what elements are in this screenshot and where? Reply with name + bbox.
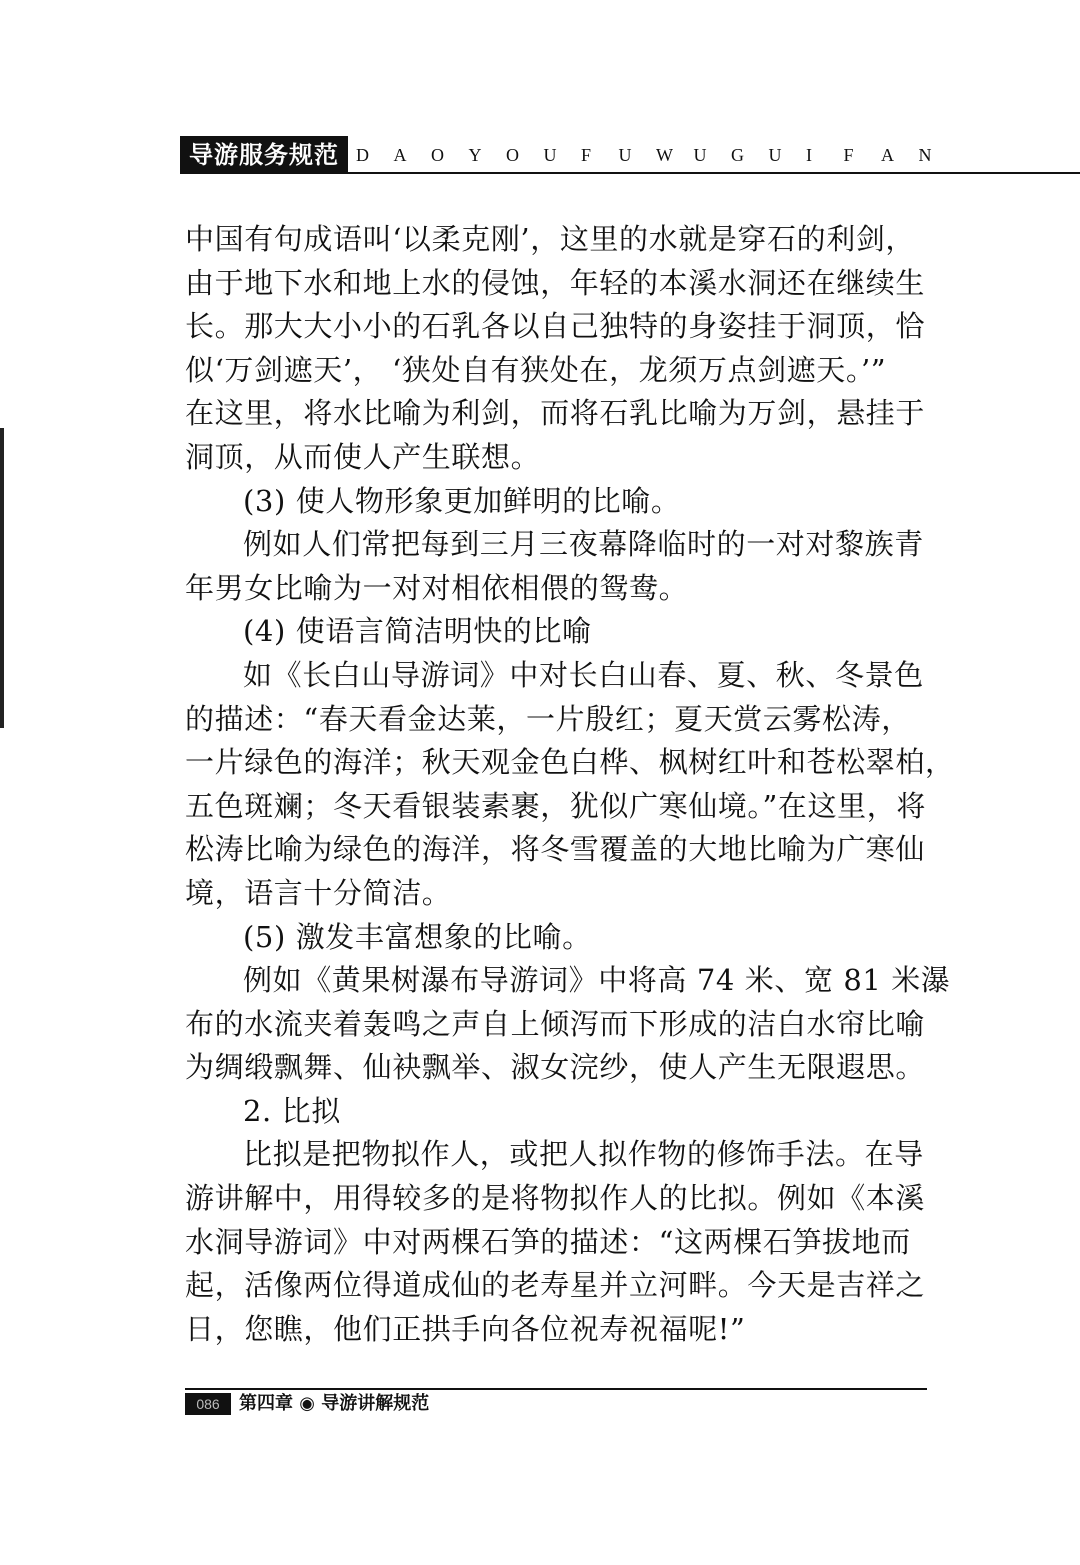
pinyin-letter: U [543, 145, 557, 165]
pinyin-letter: O [506, 145, 519, 165]
chapter-number: 第四章 [239, 1393, 293, 1414]
pinyin-letter: D [356, 145, 369, 165]
bullet-icon: ◉ [299, 1393, 315, 1414]
text-line: 年男女比喻为一对对相依相偎的鸳鸯。 [185, 570, 689, 605]
pinyin-letter: O [431, 145, 444, 165]
text-line: 松涛比喻为绿色的海洋，将冬雪覆盖的大地比喻为广寒仙 [185, 832, 926, 867]
pinyin-letter: G [731, 145, 744, 165]
header-pinyin [356, 136, 956, 174]
footer-rule [185, 1388, 927, 1390]
pinyin-letter: W [656, 145, 673, 165]
pinyin-letter: U [693, 145, 707, 165]
running-header [180, 136, 932, 176]
body-text [185, 218, 955, 1351]
text-line: 的描述：“春天看金达莱，一片殷红；夏天赏云雾松涛， [185, 701, 911, 736]
text-line: 五色斑斓；冬天看银装素裹，犹似广寒仙境。”在这里，将 [185, 788, 926, 823]
text-line: 例如《黄果树瀑布导游词》中将高 74 米、宽 81 米瀑 [243, 963, 951, 998]
text-line: 水洞导游词》中对两棵石笋的描述：“这两棵石笋拔地而 [185, 1224, 911, 1259]
text-line: 似‘万剑遮天’， ‘狭处自有狭处在，龙须万点剑遮天。’” [185, 352, 887, 387]
subheading: (4) 使语言简洁明快的比喻 [243, 614, 592, 649]
text-line: 一片绿色的海洋；秋天观金色白桦、枫树红叶和苍松翠柏， [185, 745, 955, 780]
text-line: 为绸缎飘舞、仙袂飘举、淑女浣纱，使人产生无限遐思。 [185, 1050, 926, 1085]
header-title: 导游服务规范 [180, 136, 348, 174]
subheading: (3) 使人物形象更加鲜明的比喻。 [243, 483, 681, 518]
section-heading: 2. 比拟 [243, 1093, 341, 1128]
text-line: 比拟是把物拟作人，或把人拟作物的修饰手法。在导 [243, 1137, 924, 1172]
text-line: 由于地下水和地上水的侵蚀，年轻的本溪水洞还在继续生 [185, 265, 926, 300]
pinyin-letter: F [581, 145, 592, 165]
text-line: 中国有句成语叫‘以柔克刚’，这里的水就是穿石的利剑， [185, 222, 916, 256]
text-line: 日，您瞧，他们正拱手向各位祝寿祝福呢!” [185, 1311, 746, 1346]
scan-edge-mark [0, 428, 4, 728]
chapter-label [239, 1392, 429, 1416]
pinyin-letter: I [806, 145, 812, 165]
text-line: 例如人们常把每到三月三夜幕降临时的一对对黎族青 [243, 527, 924, 562]
text-line: 如《长白山导游词》中对长白山春、夏、秋、冬景色 [243, 657, 924, 692]
text-line: 游讲解中，用得较多的是将物拟作人的比拟。例如《本溪 [185, 1181, 926, 1216]
chapter-title: 导游讲解规范 [321, 1393, 430, 1414]
page-number: 086 [185, 1393, 231, 1415]
pinyin-letter: F [843, 145, 854, 165]
pinyin-letter: N [918, 145, 932, 165]
pinyin-letter: A [881, 145, 894, 165]
pinyin-letter: U [618, 145, 632, 165]
pinyin-letter: Y [468, 145, 482, 165]
header-rule [348, 172, 1080, 174]
text-line: 长。那大大小小的石乳各以自己独特的身姿挂于洞顶，恰 [185, 309, 926, 344]
subheading: (5) 激发丰富想象的比喻。 [243, 919, 592, 954]
text-line: 在这里，将水比喻为利剑，而将石乳比喻为万剑，悬挂于 [185, 396, 926, 431]
text-line: 布的水流夹着轰鸣之声自上倾泻而下形成的洁白水帘比喻 [185, 1006, 926, 1041]
running-footer [185, 1388, 927, 1418]
text-line: 境，语言十分简洁。 [185, 875, 452, 910]
pinyin-letter: U [768, 145, 782, 165]
text-line: 起，活像两位得道成仙的老寿星并立河畔。今天是吉祥之 [185, 1268, 926, 1303]
pinyin-letter: A [393, 145, 407, 165]
text-line: 洞顶，从而使人产生联想。 [185, 439, 541, 474]
